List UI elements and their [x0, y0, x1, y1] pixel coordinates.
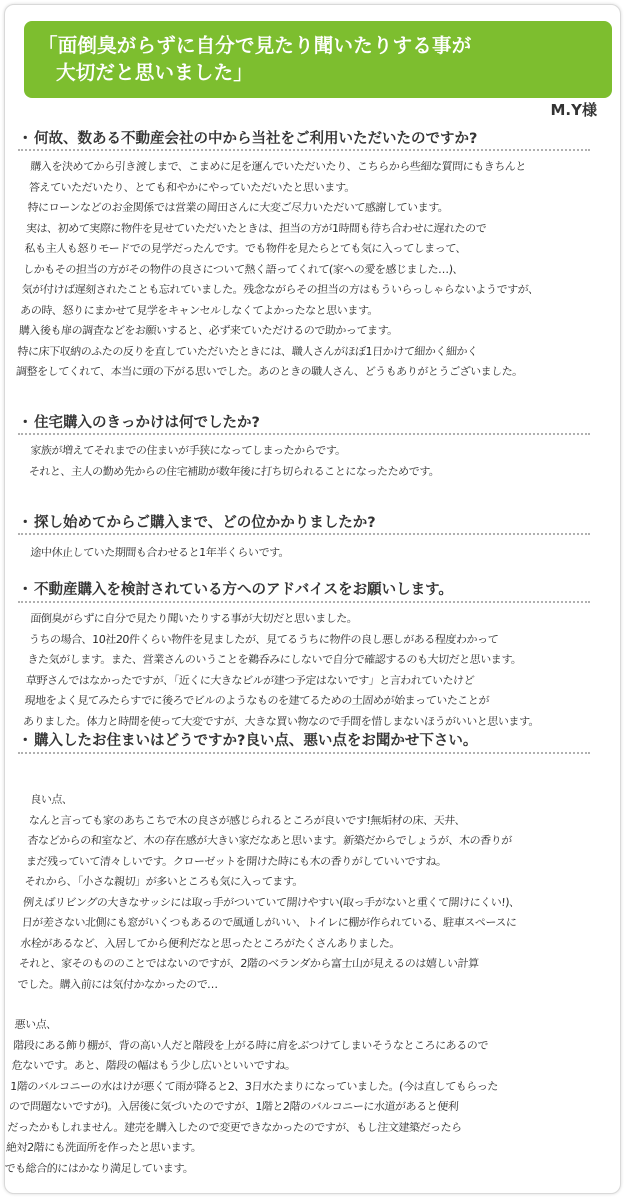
bad-points-heading: 悪い点、	[14, 1018, 58, 1031]
author-name: M.Y様	[550, 101, 597, 119]
question-why-our-company	[18, 127, 477, 148]
question-text: 住宅購入のきっかけは何でしたか?	[34, 415, 260, 431]
answer-purchase-trigger	[28, 441, 611, 482]
answer-line: 杏などからの和室など、木の存在感が大きい家だなあと思います。新築だからでしょうが、木の香りが	[27, 834, 513, 847]
answer-line: 特に床下収納のふたの反りを直していただいたときには、職人さんがほぼ1日かけて細かく細かく	[16, 344, 479, 358]
bullet: ・	[18, 582, 33, 598]
answer-line: それと、主人の勤め先からの住宅補助が数年後に打ち切られることになったためです。	[28, 464, 440, 478]
answer-line: 購入を決めてから引き渡しまで、こまめに足を運んでいただいたり、こちらから些細な質問にもきちんと	[29, 160, 527, 173]
answer-good-bad-points	[4, 790, 611, 1179]
answer-line: でも総合的にはかなり満足しています。	[4, 1161, 195, 1175]
dotted-divider	[18, 533, 590, 535]
answer-line: それと、家そのもののことではないのですが、2階のベランダから富士山が見えるのは嬉しい計算	[18, 957, 480, 970]
answer-line: しかもその担当の方がその物件の良さについて熱く語ってくれて(家への愛を感じました…)、	[22, 262, 464, 276]
answer-line: 気が付けば遅刻されたことも忘れていました。残念ながらその担当の方はもういらっしゃらないようですが、	[21, 283, 540, 296]
answer-line: 家族が増えてそれまでの住まいが手狭になってしまったからです。	[29, 444, 347, 457]
dotted-divider	[18, 752, 590, 754]
headline-banner	[24, 21, 612, 98]
bullet: ・	[18, 515, 33, 531]
answer-line: 水栓があるなど、入居してから便利だなと思ったところがたくさんありました。	[19, 936, 401, 950]
bullet: ・	[18, 415, 33, 431]
question-search-duration	[18, 511, 376, 532]
bullet: ・	[18, 131, 33, 147]
answer-line: 調整をしてくれて、本当に頭の下がる思いでした。あのときの職人さん、どうもありがとうございました。	[15, 365, 524, 378]
answer-line: 草野さんではなかったですが、「近くに大きなビルが建つ予定はないです」と言われていたけど	[25, 673, 475, 687]
answer-line: 答えていただいたり、とても和やかにやっていただいたと思います。	[28, 180, 356, 194]
answer-line: 例えばリビングの大きなサッシには取っ手がついていて開けやすい(取っ手がないと重くて開けにくい!)、	[22, 895, 521, 909]
answer-line: まだ残っていて清々しいです。クローゼットを開けた時にも木の香りがしていいですね。	[25, 854, 448, 868]
answer-line: 日が差さない北側にも窓がいくつもあるので風通しがいい、トイレに棚が作られている、駐車スペースに	[21, 916, 517, 929]
question-text: 不動産購入を検討されている方へのアドバイスをお願いします。	[34, 582, 453, 598]
dotted-divider	[18, 433, 590, 435]
answer-line: 特にローンなどのお金関係では営業の岡田さんに大変ご尽力いただいて感謝しています。	[27, 201, 449, 214]
answer-line: 実は、初めて実際に物件を見せていただいたときは、担当の方が1時間も待ち合わせに遅れたので	[25, 221, 487, 235]
dotted-divider	[18, 601, 590, 603]
answer-line: うちの場合、10社20件くらい物件を見ましたが、見てるうちに物件の良し悪しがある程度わかって	[28, 632, 499, 646]
answer-line: ありました。体力と時間を使って大変ですが、大きな買い物なので手間を惜しまないほうがいいと思います。	[22, 714, 540, 728]
answer-line: 購入後も扉の調査などをお願いすると、必ず来ていただけるので助かってます。	[18, 324, 399, 337]
answer-line: 途中休止していた期間も合わせると1年半くらいです。	[29, 546, 290, 559]
good-points-heading: 良い点、	[29, 793, 73, 806]
question-advice	[18, 578, 453, 599]
answer-line: なんと言っても家のあちこちで木の良さが感じられるところが良いです!無垢材の床、天井、	[28, 813, 466, 827]
answer-line: あの時、怒りにまかせて見学をキャンセルしなくてよかったなと思います。	[19, 303, 379, 317]
question-text: 購入したお住まいはどうですか?良い点、悪い点をお聞かせ下さい。	[34, 733, 478, 749]
answer-line: だったかもしれません。建売を購入したので変更できなかったのですが、もし注文建築だったら	[6, 1120, 463, 1134]
answer-line: 面倒臭がらずに自分で見たり聞いたりする事が大切だと思いました。	[29, 612, 358, 625]
headline-line-1: 「面倒臭がらずに自分で見たり聞いたりする事が	[38, 34, 472, 57]
answer-line: ので問題ないですが)。入居後に気づいたのですが、1階と2階のバルコニーに水道があると便利	[8, 1100, 459, 1113]
answer-line: でした。購入前には気付かなかったので…	[16, 977, 219, 991]
answer-advice	[22, 609, 611, 732]
question-text: 何故、数ある不動産会社の中から当社をご利用いただいたのですか?	[34, 131, 478, 147]
answer-line: それから、「小さな親切」が多いところも気に入ってます。	[24, 875, 304, 888]
answer-line: 1階のバルコニーの水はけが悪くて雨が降ると2、3日水たまりになっていました。(今は直してもらった	[9, 1079, 499, 1093]
answer-line: 危ないです。あと、階段の幅はもう少し広いといいですね。	[11, 1059, 297, 1072]
answer-line: 私も主人も怒りモードでの見学だったんです。でも物件を見たらとても気に入ってしまって、	[24, 242, 467, 255]
paragraph-gap	[15, 995, 596, 1015]
question-text: 探し始めてからご購入まで、どの位かかりましたか?	[34, 515, 376, 531]
dotted-divider	[18, 149, 590, 151]
answer-line: 現地をよく見てみたらすでに後ろでビルのようなものを建てるための土固めが始まっていたことが	[24, 694, 490, 707]
answer-line: きた気がします。また、営業さんのいうことを鵜呑みにしないで自分で確認するのも大切だと思います。	[27, 653, 523, 666]
answer-line: 階段にある飾り棚が、背の高い人だと階段を上がる時に肩をぶつけてしまいそうなところにあるので	[12, 1038, 489, 1052]
bullet: ・	[18, 733, 33, 749]
answer-line: 絶対2階にも洗面所を作ったと思います。	[5, 1141, 203, 1154]
answer-why-our-company	[15, 157, 611, 383]
question-good-bad-points	[18, 729, 477, 750]
headline-line-2: 大切だと思いました」	[56, 61, 254, 84]
question-purchase-trigger	[18, 411, 260, 432]
answer-search-duration	[30, 543, 611, 564]
